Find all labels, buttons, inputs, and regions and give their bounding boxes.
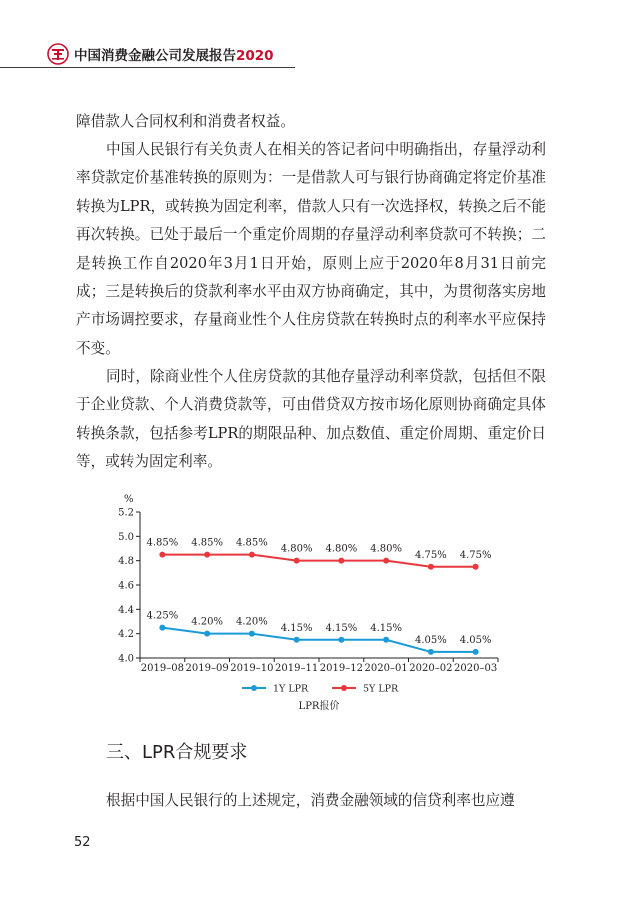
section-heading: 三、LPR合规要求 xyxy=(106,742,248,763)
y-tick-label: 5.2 xyxy=(118,507,134,519)
header-title xyxy=(74,44,274,64)
report-logo-icon xyxy=(47,43,69,65)
data-label: 4.85% xyxy=(146,537,179,549)
data-point xyxy=(473,649,479,655)
data-point xyxy=(159,552,165,558)
data-point xyxy=(204,631,210,637)
data-label: 4.05% xyxy=(414,634,447,646)
data-point xyxy=(159,625,165,631)
x-tick-label: 2019–09 xyxy=(185,663,229,674)
paragraph-4: 根据中国人民银行的上述规定，消费金融领域的信贷利率也应遵 xyxy=(106,792,515,809)
x-tick-label: 2019–12 xyxy=(319,663,363,674)
running-header xyxy=(0,40,295,68)
data-label: 4.80% xyxy=(370,543,403,555)
x-tick-label: 2020–03 xyxy=(454,663,498,674)
data-label: 4.25% xyxy=(146,610,179,622)
y-tick-label: 4.2 xyxy=(118,629,134,641)
y-tick-label: 5.0 xyxy=(118,531,134,543)
data-label: 4.15% xyxy=(280,622,313,634)
data-point xyxy=(249,631,255,637)
data-point xyxy=(428,649,434,655)
y-tick-label: 4.4 xyxy=(118,604,134,616)
data-label: 4.75% xyxy=(414,549,447,561)
data-point xyxy=(428,564,434,570)
data-point xyxy=(294,558,300,564)
data-point xyxy=(204,552,210,558)
data-label: 4.15% xyxy=(325,622,358,634)
x-tick-label: 2020–01 xyxy=(364,663,408,674)
x-tick-label: 2019–11 xyxy=(275,663,319,674)
data-label: 4.80% xyxy=(325,543,358,555)
header-title-text: 中国消费金融公司发展报告 xyxy=(74,48,236,64)
data-point xyxy=(383,637,389,643)
paragraph-2: 中国人民银行有关负责人在相关的答记者问中明确指出，存量浮动利率贷款定价基准转换的原则为：一是借款人可与银行协商确定将定价基准转换为LPR，或转换为固定利率，借款人只有一次选择权，转换之后不能再次转换。已处于最后一个重定价周期的存量浮动利率贷款可不转换；二是转换工作自2020年3月1日开始，原则上应于2020年8月31日前完成；三是转换后的贷款利率水平由双方协商确定，其中，为贯彻落实房地产市场调控要求，存量商业性个人住房贷款在转换时点的利率水平应保持不变。 xyxy=(76,141,546,357)
header-year: 2020 xyxy=(236,48,274,64)
legend-label: 1Y LPR xyxy=(273,683,309,695)
x-tick-label: 2020–02 xyxy=(409,663,453,674)
x-tick-label: 2019–08 xyxy=(140,663,184,674)
y-tick-label: 4.6 xyxy=(118,580,134,592)
y-tick-label: 4.0 xyxy=(118,653,134,665)
data-label: 4.15% xyxy=(370,622,403,634)
legend-swatch-marker xyxy=(251,685,257,691)
page-number: 52 xyxy=(74,835,91,850)
data-label: 4.20% xyxy=(235,616,268,628)
data-point xyxy=(249,552,255,558)
legend-swatch-marker xyxy=(341,685,347,691)
lpr-chart xyxy=(100,490,520,715)
data-point xyxy=(383,558,389,564)
data-label: 4.20% xyxy=(191,616,224,628)
paragraph-1: 障借款人合同权利和消费者权益。 xyxy=(76,113,295,130)
data-label: 4.85% xyxy=(191,537,224,549)
data-point xyxy=(338,637,344,643)
data-point xyxy=(473,564,479,570)
y-axis-unit: % xyxy=(124,494,134,505)
data-label: 4.85% xyxy=(235,537,268,549)
data-point xyxy=(294,637,300,643)
data-label: 4.80% xyxy=(280,543,313,555)
data-point xyxy=(338,558,344,564)
x-tick-label: 2019–10 xyxy=(230,663,274,674)
data-label: 4.05% xyxy=(459,634,492,646)
header-rule xyxy=(0,67,295,68)
legend-label: 5Y LPR xyxy=(363,683,399,695)
data-label: 4.75% xyxy=(459,549,492,561)
chart-title: LPR报价 xyxy=(298,701,340,712)
paragraph-3: 同时，除商业性个人住房贷款的其他存量浮动利率贷款，包括但不限于企业贷款、个人消费贷款等，可由借贷双方按市场化原则协商确定具体转换条款，包括参考LPR的期限品种、加点数值、重定价周期、重定价日等，或转为固定利率。 xyxy=(76,368,546,471)
y-tick-label: 4.8 xyxy=(118,556,134,568)
